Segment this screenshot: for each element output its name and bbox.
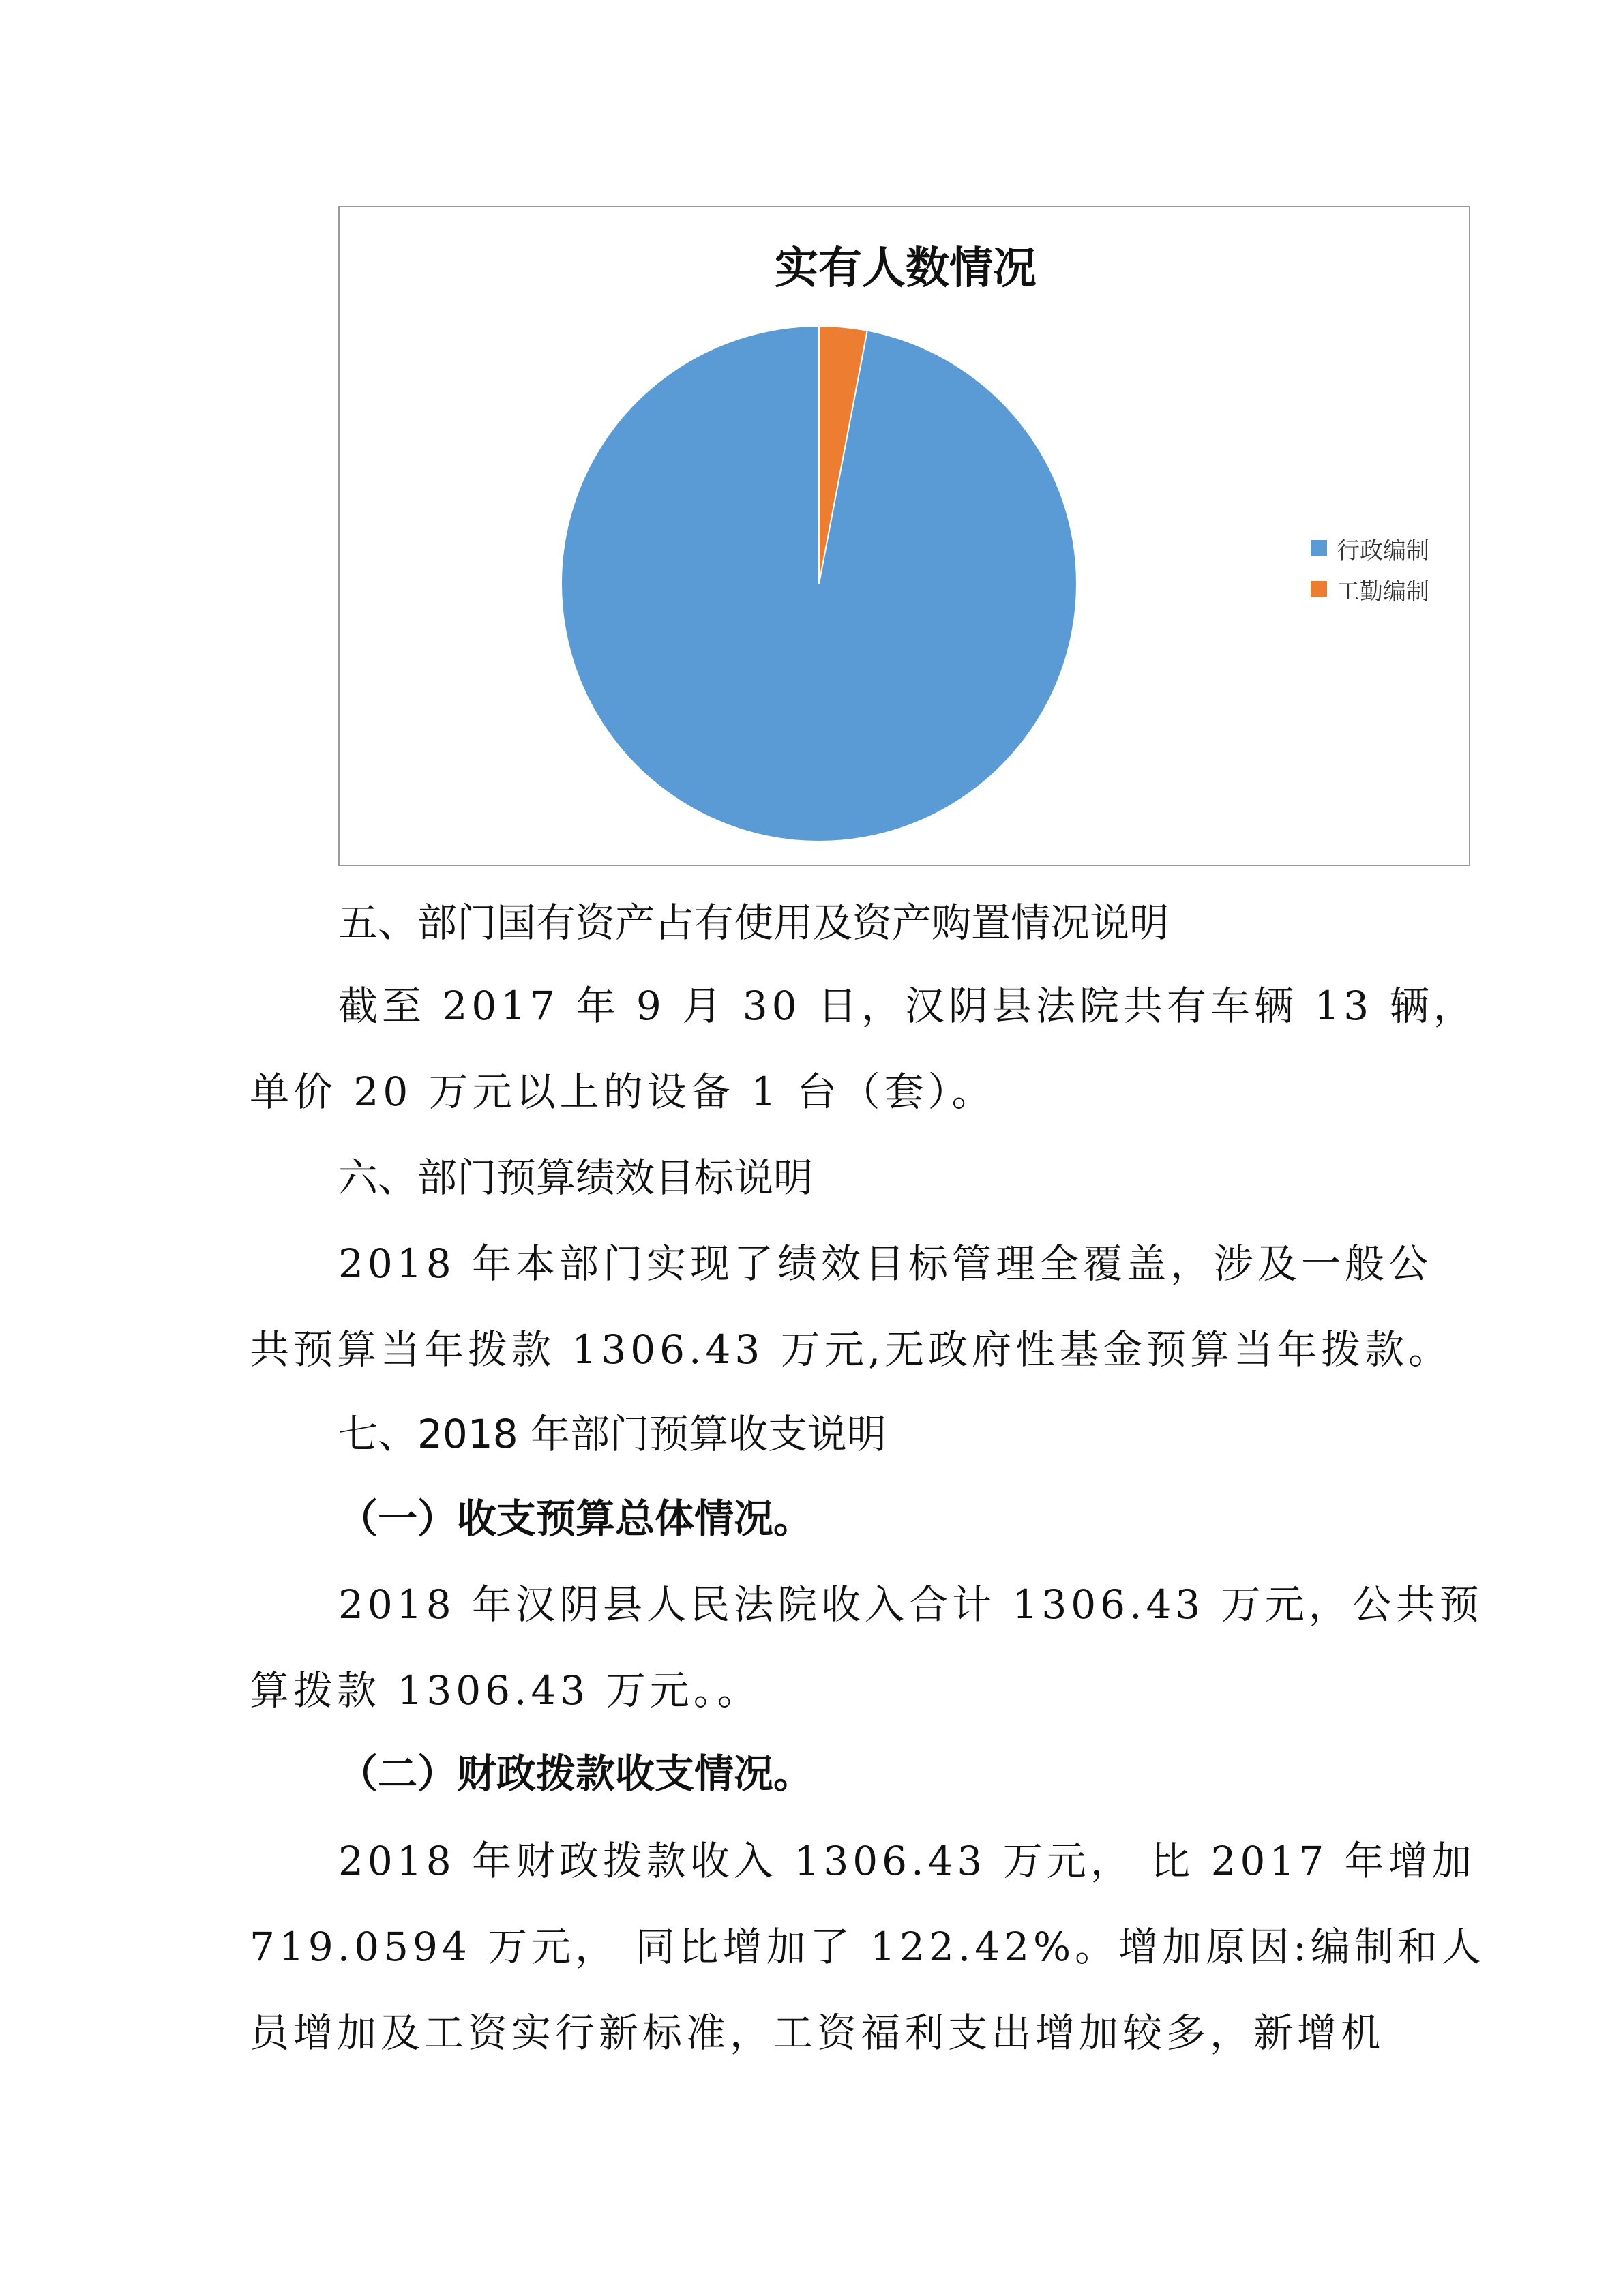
legend-item	[1311, 528, 1429, 569]
section-6-paragraph-line-1: 2018 年本部门实现了绩效目标管理全覆盖，涉及一般公	[338, 1240, 1433, 1287]
section-6-heading: 六、部门预算绩效目标说明	[338, 1154, 814, 1201]
section-5-heading: 五、部门国有资产占有使用及资产购置情况说明	[338, 899, 1170, 946]
section-5-paragraph-line-2: 单价 20 万元以上的设备 1 台（套）。	[250, 1069, 996, 1115]
legend-swatch	[1311, 540, 1327, 556]
section-7-paragraph-2-line-3: 员增加及工资实行新标准，工资福利支出增加较多，新增机	[250, 2010, 1385, 2056]
chart-legend	[1311, 528, 1429, 610]
section-7-paragraph-2-line-1: 2018 年财政拨款收入 1306.43 万元， 比 2017 年增加	[338, 1838, 1476, 1884]
section-6-paragraph-line-2: 共预算当年拨款 1306.43 万元,无政府性基金预算当年拨款。	[250, 1326, 1453, 1373]
legend-label: 行政编制	[1337, 537, 1429, 565]
pie-slice-administrative	[561, 326, 1077, 841]
section-7-subheading-1: （一）收支预算总体情况。	[338, 1495, 814, 1542]
legend-label: 工勤编制	[1337, 578, 1429, 606]
legend-item	[1311, 569, 1429, 610]
section-7-paragraph-1-line-2: 算拨款 1306.43 万元。。	[250, 1667, 761, 1714]
pie-chart-frame	[338, 206, 1470, 866]
section-5-paragraph-line-1: 截至 2017 年 9 月 30 日，汉阴县法院共有车辆 13 辆，	[338, 983, 1477, 1029]
chart-title: 实有人数情况	[775, 243, 1037, 294]
pie-chart	[340, 207, 1472, 867]
section-7-subheading-2: （二）财政拨款收支情况。	[338, 1750, 814, 1797]
section-7-paragraph-2-line-2: 719.0594 万元， 同比增加了 122.42%。增加原因:编制和人	[250, 1924, 1485, 1970]
section-7-paragraph-1-line-1: 2018 年汉阴县人民法院收入合计 1306.43 万元，公共预	[338, 1581, 1483, 1628]
section-7-heading: 七、2018 年部门预算收支说明	[338, 1411, 887, 1457]
legend-swatch	[1311, 581, 1327, 597]
